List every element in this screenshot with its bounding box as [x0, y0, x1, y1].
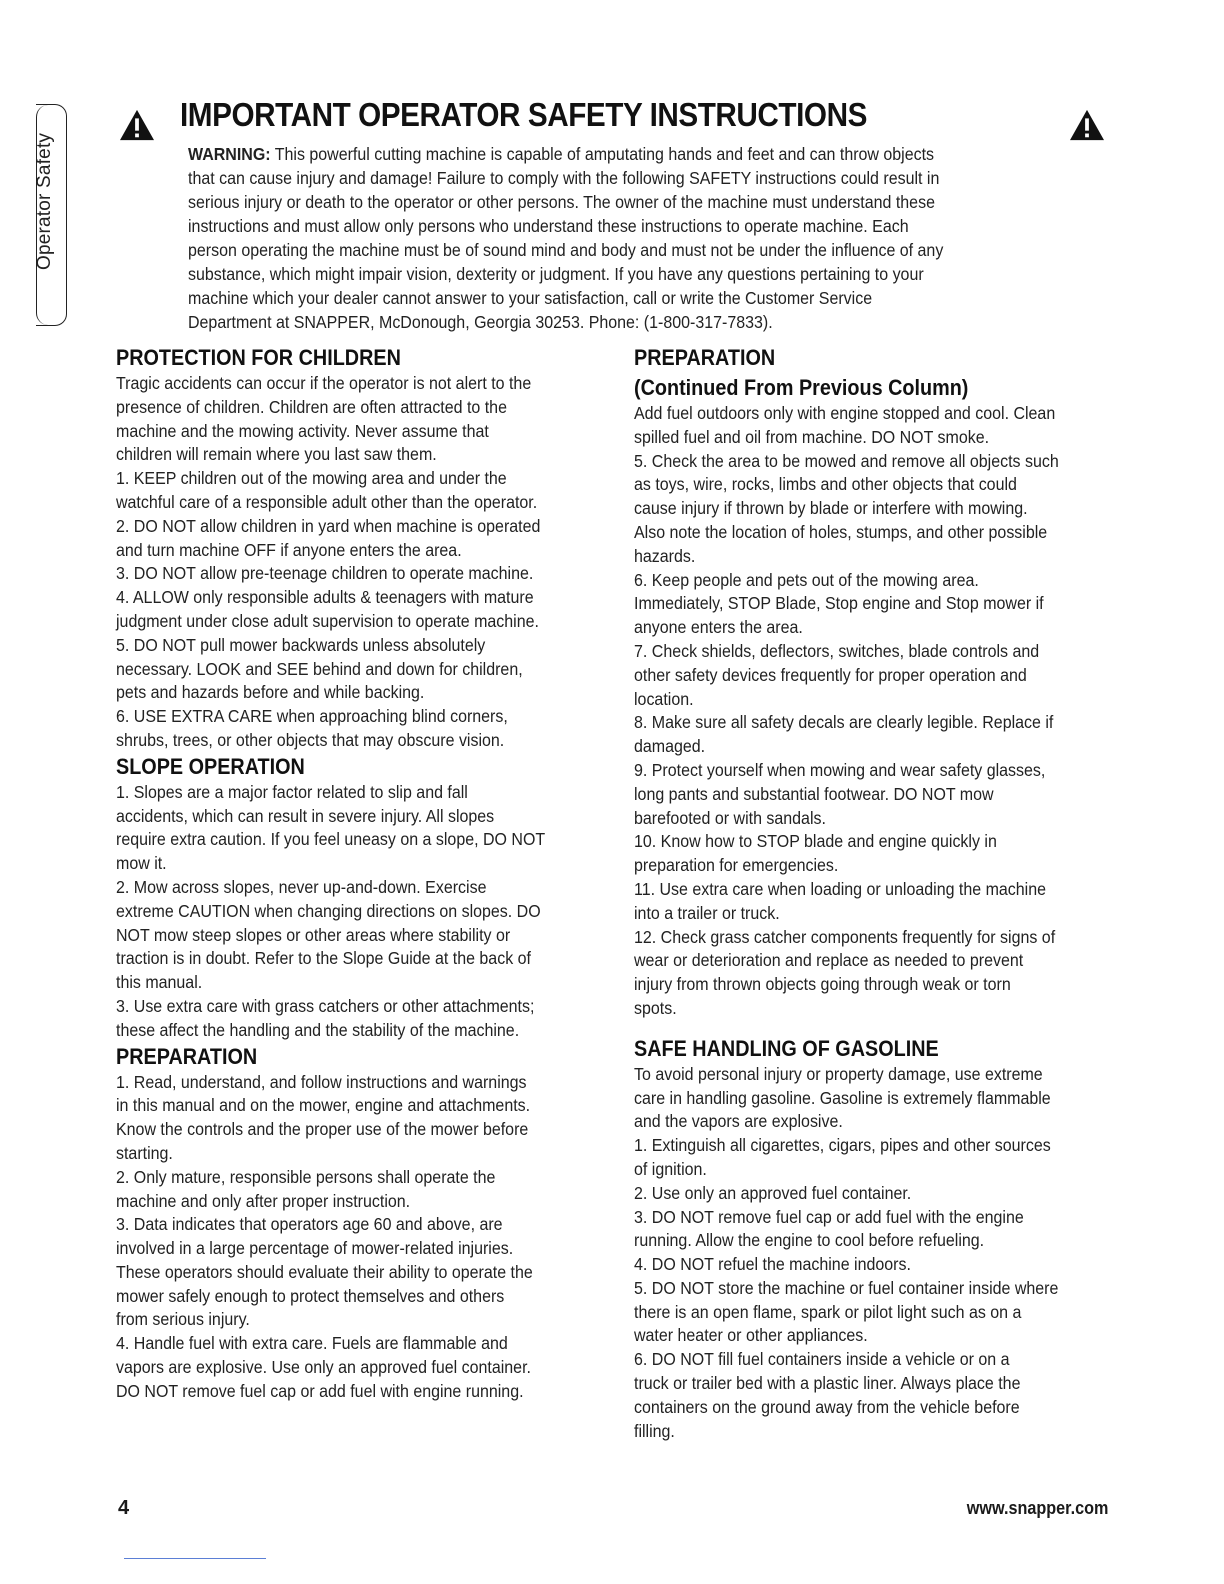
body-line: 2. Use only an approved fuel container.: [634, 1182, 912, 1203]
body-line: anyone enters the area.: [634, 617, 803, 638]
section-body: [634, 1063, 1116, 1444]
section-protection-for-children: [116, 344, 594, 753]
body-line: water heater or other appliances.: [634, 1325, 868, 1346]
warning-line: machine which your dealer cannot answer to your satisfaction, call or write the Customer Service: [188, 288, 873, 308]
body-line: 4. Handle fuel with extra care. Fuels are flammable and: [116, 1333, 508, 1354]
warning-line: person operating the machine must be of sound mind and body and must not be under the influence of any: [188, 240, 944, 260]
body-line: To avoid personal injury or property damage, use extreme: [634, 1063, 1043, 1084]
body-line: machine and only after proper instruction.: [116, 1190, 411, 1211]
body-line: 1. Read, understand, and follow instructions and warnings: [116, 1071, 527, 1092]
body-line: DO NOT remove fuel cap or add fuel with engine running.: [116, 1380, 524, 1401]
body-line: 1. Slopes are a major factor related to slip and fall: [116, 781, 468, 802]
bottom-rule: [124, 1558, 266, 1559]
side-tab-label: Operator Safety: [34, 132, 55, 270]
body-line: from serious injury.: [116, 1309, 250, 1330]
body-line: extreme CAUTION when changing directions on slopes. DO: [116, 900, 541, 921]
body-line: 4. DO NOT refuel the machine indoors.: [634, 1254, 911, 1275]
body-line: mow it.: [116, 853, 167, 874]
section-subtitle: (Continued From Previous Column): [634, 375, 969, 400]
body-line: barefooted or with sandals.: [634, 807, 826, 828]
body-line: 3. Data indicates that operators age 60 and above, are: [116, 1214, 503, 1235]
body-line: require extra caution. If you feel uneasy on a slope, DO NOT: [116, 829, 546, 850]
footer-url: www.snapper.com: [966, 1498, 1108, 1518]
right-column: [634, 344, 1116, 1443]
section-body: [116, 781, 594, 1043]
section-title: SAFE HANDLING OF GASOLINE: [634, 1035, 939, 1061]
body-line: 10. Know how to STOP blade and engine quickly in: [634, 831, 997, 852]
body-line: 3. DO NOT allow pre-teenage children to operate machine.: [116, 563, 534, 584]
body-line: containers on the ground away from the vehicle before: [634, 1396, 1020, 1417]
body-line: traction is in doubt. Refer to the Slope Guide at the back of: [116, 948, 531, 969]
body-line: 7. Check shields, deflectors, switches, blade controls and: [634, 640, 1040, 661]
body-line: 1. Extinguish all cigarettes, cigars, pipes and other sources: [634, 1135, 1051, 1156]
body-line: 6. Keep people and pets out of the mowing area.: [634, 569, 979, 590]
body-line: Tragic accidents can occur if the operator is not alert to the: [116, 373, 532, 393]
warning-line: instructions and must allow only persons who understand these instructions to operate machine. Each: [188, 216, 909, 236]
body-line: Also note the location of holes, stumps, and other possible: [634, 521, 1048, 542]
body-line: filling.: [634, 1420, 675, 1441]
warning-paragraph: [188, 142, 997, 334]
body-line: preparation for emergencies.: [634, 855, 839, 876]
body-line: 3. Use extra care with grass catchers or other attachments;: [116, 995, 535, 1016]
body-line: 8. Make sure all safety decals are clearly legible. Replace if: [634, 712, 1054, 733]
body-line: of ignition.: [634, 1158, 707, 1179]
page-title: IMPORTANT OPERATOR SAFETY INSTRUCTIONS: [180, 96, 867, 133]
body-line: spots.: [634, 997, 677, 1018]
warning-triangle-icon: [118, 108, 156, 142]
warning-line: serious injury or death to the operator or other persons. The owner of the machine must understand these: [188, 192, 935, 212]
body-line: Add fuel outdoors only with engine stopped and cool. Clean: [634, 403, 1056, 423]
body-line: and turn machine OFF if anyone enters the area.: [116, 539, 462, 560]
section-slope-operation: [116, 753, 594, 1043]
body-line: care in handling gasoline. Gasoline is extremely flammable: [634, 1087, 1051, 1108]
body-line: presence of children. Children are often attracted to the: [116, 396, 507, 417]
body-line: hazards.: [634, 545, 696, 566]
body-line: damaged.: [634, 736, 706, 757]
body-line: accidents, which can result in severe injury. All slopes: [116, 805, 495, 826]
warning-line: Department at SNAPPER, McDonough, Georgia 30253. Phone: (1-800-317-7833).: [188, 312, 773, 332]
body-line: cause injury if thrown by blade or interfere with mowing.: [634, 498, 1028, 519]
section-body: [116, 372, 594, 753]
body-line: 2. DO NOT allow children in yard when machine is operated: [116, 515, 541, 536]
body-line: spilled fuel and oil from machine. DO NOT smoke.: [634, 426, 990, 447]
body-line: there is an open flame, spark or pilot light such as on a: [634, 1301, 1022, 1322]
body-line: truck or trailer bed with a plastic liner. Always place the: [634, 1373, 1021, 1394]
body-line: pets and hazards before and while backing.: [116, 682, 425, 703]
body-line: this manual.: [116, 972, 203, 993]
body-line: 2. Only mature, responsible persons shall operate the: [116, 1166, 496, 1187]
body-line: 4. ALLOW only responsible adults & teenagers with mature: [116, 587, 534, 608]
section-preparation-continued: [634, 344, 1116, 1021]
page-number: 4: [118, 1497, 130, 1519]
body-line: other safety devices frequently for proper operation and: [634, 664, 1027, 685]
left-column: [116, 344, 594, 1404]
warning-line: substance, which might impair vision, dexterity or judgment. If you have any questions pertaining to your: [188, 264, 924, 284]
body-line: 6. USE EXTRA CARE when approaching blind corners,: [116, 706, 508, 727]
body-line: 5. DO NOT pull mower backwards unless absolutely: [116, 634, 486, 655]
body-line: shrubs, trees, or other objects that may obscure vision.: [116, 729, 505, 750]
warning-line: that can cause injury and damage! Failure to comply with the following SAFETY instructions could result in: [188, 168, 940, 188]
section-safe-handling-of-gasoline: [634, 1035, 1116, 1444]
body-line: location.: [634, 688, 694, 709]
warning-triangle-icon-right: [1068, 108, 1106, 142]
body-line: mower safely enough to protect themselves and others: [116, 1285, 505, 1306]
body-line: These operators should evaluate their ability to operate the: [116, 1261, 533, 1282]
body-line: long pants and substantial footwear. DO NOT mow: [634, 783, 994, 804]
body-line: NOT mow steep slopes or other areas where stability or: [116, 924, 511, 945]
body-line: 1. KEEP children out of the mowing area and under the: [116, 468, 507, 489]
section-title: PROTECTION FOR CHILDREN: [116, 345, 401, 370]
section-body: [116, 1071, 594, 1404]
body-line: wear or deterioration and replace as needed to prevent: [634, 950, 1024, 971]
body-line: necessary. LOOK and SEE behind and down for children,: [116, 658, 523, 679]
section-preparation: [116, 1043, 594, 1404]
body-line: watchful care of a responsible adult other than the operator.: [116, 491, 538, 512]
section-title: PREPARATION: [634, 345, 776, 370]
body-line: 5. DO NOT store the machine or fuel container inside where: [634, 1277, 1059, 1298]
body-line: 5. Check the area to be mowed and remove all objects such: [634, 450, 1059, 471]
body-line: into a trailer or truck.: [634, 902, 780, 923]
body-line: machine and the mowing activity. Never assume that: [116, 420, 489, 441]
body-line: vapors are explosive. Use only an approved fuel container.: [116, 1357, 531, 1378]
body-line: Know the controls and the proper use of the mower before: [116, 1119, 529, 1140]
body-line: 2. Mow across slopes, never up-and-down. Exercise: [116, 876, 487, 897]
body-line: 9. Protect yourself when mowing and wear safety glasses,: [634, 759, 1046, 780]
body-line: and the vapors are explosive.: [634, 1111, 843, 1132]
body-line: these affect the handling and the stability of the machine.: [116, 1019, 520, 1040]
body-line: injury from thrown objects going through weak or torn: [634, 974, 1011, 995]
body-line: as toys, wire, rocks, limbs and other objects that could: [634, 474, 1017, 495]
body-line: 3. DO NOT remove fuel cap or add fuel with the engine: [634, 1206, 1024, 1227]
body-line: judgment under close adult supervision to operate machine.: [116, 610, 539, 631]
body-line: starting.: [116, 1142, 173, 1163]
section-title: PREPARATION: [116, 1043, 258, 1069]
section-title: SLOPE OPERATION: [116, 753, 305, 779]
warning-line: WARNING: This powerful cutting machine is capable of amputating hands and feet and can throw objects: [188, 144, 935, 164]
body-line: in this manual and on the mower, engine and attachments.: [116, 1095, 531, 1116]
section-body: [634, 402, 1116, 1021]
body-line: children will remain where you last saw them.: [116, 444, 437, 465]
body-line: 6. DO NOT fill fuel containers inside a vehicle or on a: [634, 1349, 1010, 1370]
body-line: Immediately, STOP Blade, Stop engine and Stop mower if: [634, 593, 1044, 614]
body-line: running. Allow the engine to cool before refueling.: [634, 1230, 985, 1251]
warning-label: WARNING:: [188, 144, 271, 164]
body-line: 12. Check grass catcher components frequently for signs of: [634, 926, 1056, 947]
body-line: involved in a large percentage of mower-related injuries.: [116, 1238, 514, 1259]
body-line: 11. Use extra care when loading or unloading the machine: [634, 878, 1047, 899]
